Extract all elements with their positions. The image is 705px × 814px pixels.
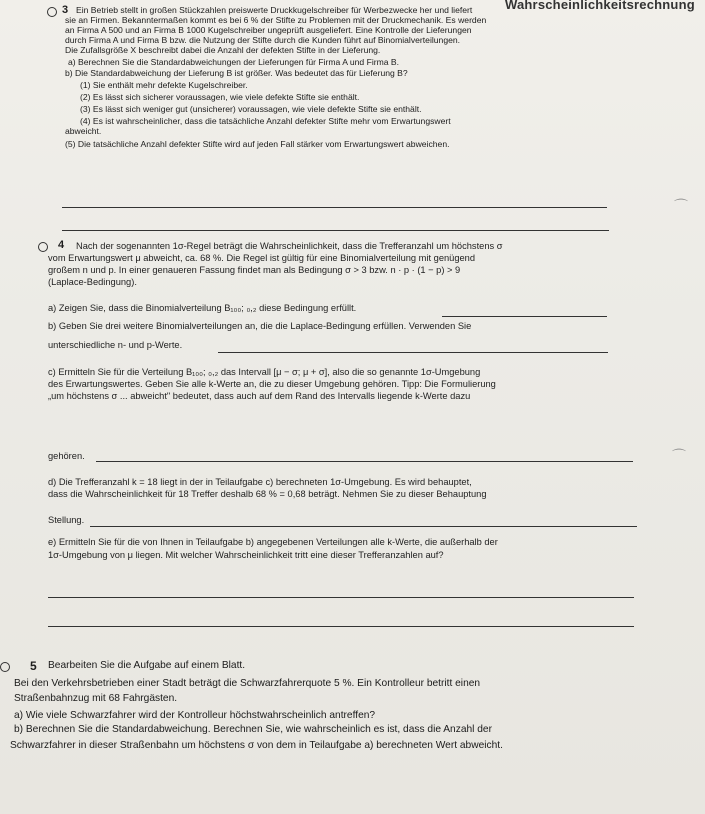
task-3-line-2: sie an Firmen. Bekanntermaßen kommt es bei 6 % der Stifte zu Problemen mit der Druckmechanik. Es werden — [65, 15, 487, 25]
answer-line[interactable] — [62, 230, 609, 231]
task-3-radio[interactable] — [47, 7, 57, 17]
task-3-option-5: (5) Die tatsächliche Anzahl defekter Stifte wird auf jeden Fall stärker vom Erwartungswert abweichen. — [65, 139, 450, 149]
margin-mark: ⌒ — [674, 198, 688, 214]
task-3-number: 3 — [62, 4, 69, 16]
task-4-d-line-1: d) Die Trefferanzahl k = 18 liegt in der in Teilaufgabe c) berechneten 1σ-Umgebung. Es wird behauptet, — [48, 477, 472, 487]
answer-line[interactable] — [90, 526, 637, 527]
task-4-number: 4 — [58, 239, 65, 251]
task-4-c-line-2: des Erwartungswertes. Geben Sie alle k-Werte an, die zu dieser Umgebung gehören. Tipp: Die Formulierung — [48, 379, 496, 389]
task-4-e-line-1: e) Ermitteln Sie für die von Ihnen in Teilaufgabe b) angegebenen Verteilungen alle k-Werte, die außerhalb der — [48, 537, 498, 547]
task-4-line-2: vom Erwartungswert μ abweicht, ca. 68 %. Die Regel ist gültig für eine Binomialverteilung mit genügend — [48, 253, 476, 263]
task-5-title: Bearbeiten Sie die Aufgabe auf einem Blatt. — [48, 660, 246, 671]
task-4-e-line-2: 1σ-Umgebung von μ liegen. Mit welcher Wahrscheinlichkeit tritt eine dieser Trefferanzahlen auf? — [48, 550, 444, 560]
task-4-b-line-2: unterschiedliche n- und p-Werte. — [48, 340, 183, 350]
answer-line[interactable] — [442, 316, 607, 317]
task-5-b-line-1: b) Berechnen Sie die Standardabweichung. Berechnen Sie, wie wahrscheinlich es ist, dass die Anzahl der — [14, 724, 492, 735]
task-4-d-line-2: dass die Wahrscheinlichkeit für 18 Treffer deshalb 68 % = 0,68 beträgt. Nehmen Sie zu dieser Behauptung — [48, 489, 487, 499]
answer-line[interactable] — [48, 626, 634, 627]
margin-mark: ⌒ — [672, 448, 686, 464]
header-word: Wahrscheinlichkeitsrechnung — [505, 0, 695, 12]
task-3-line-4: durch Firma A und Firma B bzw. die Nutzung der Stifte durch die Kunden führt auf Binomialverteilungen. — [65, 35, 461, 45]
task-3-option-4-cont: abweicht. — [65, 126, 102, 136]
task-5-b-line-2: Schwarzfahrer in dieser Straßenbahn um höchstens σ von dem in Teilaufgabe a) berechneten Wert abweicht. — [10, 740, 503, 751]
task-4-b-line-1: b) Geben Sie drei weitere Binomialverteilungen an, die die Laplace-Bedingung erfüllen. Verwenden Sie — [48, 321, 472, 331]
task-3-option-2: (2) Es lässt sich sicherer voraussagen, wie viele defekte Stifte sie enthält. — [80, 92, 360, 102]
task-4-c-line-4: gehören. — [48, 451, 85, 461]
task-3-line-1: Ein Betrieb stellt in großen Stückzahlen preiswerte Druckkugelschreiber für Werbezwecke her und liefert — [76, 5, 473, 15]
task-5-number: 5 — [30, 659, 37, 673]
task-5-line-2: Straßenbahnzug mit 68 Fahrgästen. — [14, 693, 178, 704]
task-4-c-line-3: „um höchstens σ ... abweicht" bedeutet, dass auch auf dem Rand des Intervalls liegende k-Werte dazu — [48, 391, 471, 401]
task-5-a: a) Wie viele Schwarzfahrer wird der Kontrolleur höchstwahrscheinlich antreffen? — [14, 710, 376, 721]
answer-line[interactable] — [48, 597, 634, 598]
task-3-option-4: (4) Es ist wahrscheinlicher, dass die tatsächliche Anzahl defekter Stifte mehr vom Erwartungswert — [80, 116, 451, 126]
task-5-radio[interactable] — [0, 662, 10, 672]
task-4-line-1: Nach der sogenannten 1σ-Regel beträgt die Wahrscheinlichkeit, dass die Trefferanzahl um höchstens σ — [76, 241, 503, 251]
task-4-d-line-3: Stellung. — [48, 515, 85, 525]
task-4-a: a) Zeigen Sie, dass die Binomialverteilung B₁₀₀; ₀,₂ diese Bedingung erfüllt. — [48, 303, 357, 313]
answer-line[interactable] — [96, 461, 633, 462]
task-5-line-1: Bei den Verkehrsbetrieben einer Stadt beträgt die Schwarzfahrerquote 5 %. Ein Kontrolleur betritt einen — [14, 678, 481, 689]
answer-line[interactable] — [218, 352, 608, 353]
task-3-option-1: (1) Sie enthält mehr defekte Kugelschreiber. — [80, 80, 248, 90]
answer-line[interactable] — [62, 207, 607, 208]
task-3-a: a) Berechnen Sie die Standardabweichungen der Lieferungen für Firma A und Firma B. — [68, 57, 400, 67]
task-3-option-3: (3) Es lässt sich weniger gut (unsicherer) voraussagen, wie viele defekte Stifte sie enthält. — [80, 104, 422, 114]
task-4-line-4: (Laplace-Bedingung). — [48, 277, 137, 287]
task-4-c-line-1: c) Ermitteln Sie für die Verteilung B₁₀₀; ₀,₂ das Intervall [μ − σ; μ + σ], also die so genannte 1σ-Umgebung — [48, 367, 481, 377]
task-4-radio[interactable] — [38, 242, 48, 252]
task-3-line-3: an Firma A 500 und an Firma B 1000 Kugelschreiber ungeprüft ausgeliefert. Eine Kontrolle der Lieferungen — [65, 25, 472, 35]
task-3-line-5: Die Zufallsgröße X beschreibt dabei die Anzahl der defekten Stifte in der Lieferung. — [65, 45, 381, 55]
task-4-line-3: großem n und p. In einer genaueren Fassung findet man als Bedingung σ > 3 bzw. n · p · (1 − p) > 9 — [48, 265, 461, 275]
task-3-b: b) Die Standardabweichung der Lieferung B ist größer. Was bedeutet das für Lieferung B? — [65, 68, 408, 78]
